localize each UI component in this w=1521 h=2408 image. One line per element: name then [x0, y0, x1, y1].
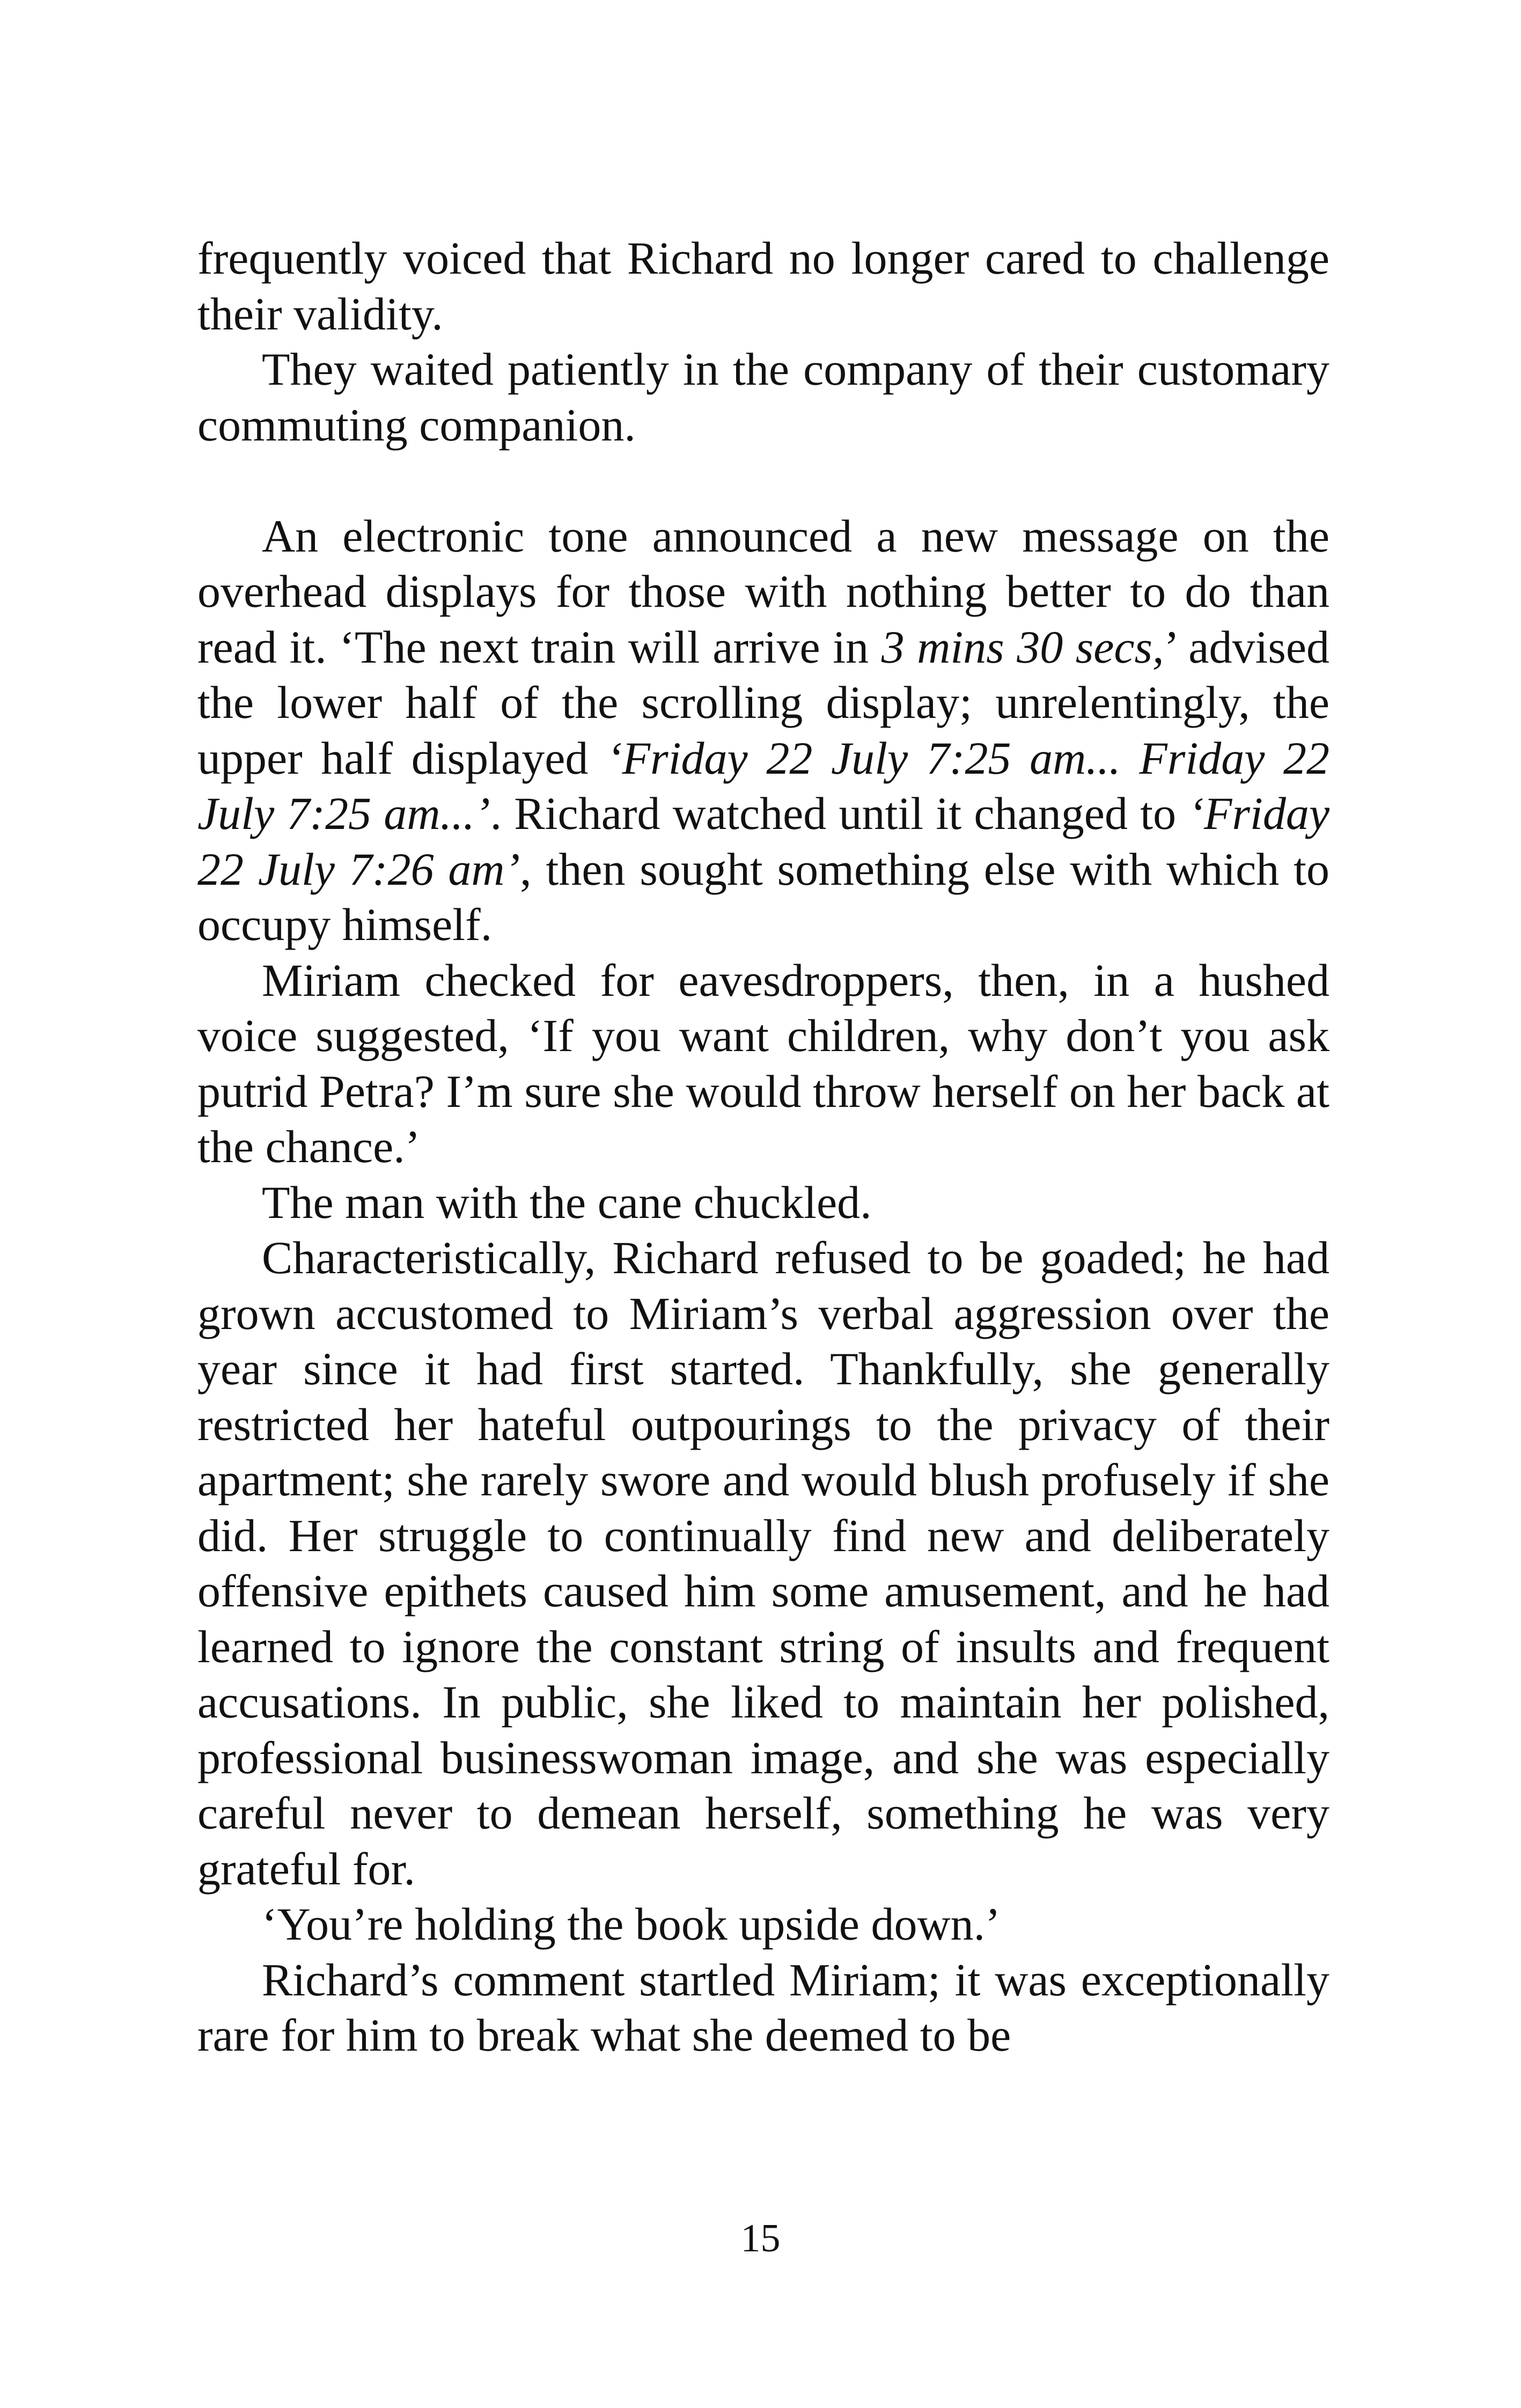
- paragraph: [197, 1952, 1329, 2064]
- paragraph: [197, 231, 1329, 342]
- paragraph: [197, 509, 1329, 953]
- paragraph: [197, 1230, 1329, 1897]
- page-number: 15: [740, 2216, 781, 2260]
- text-segment: They waited patiently in the company of their customary commuting companion.: [197, 343, 1329, 451]
- text-segment: frequently voiced that Richard no longer cared to challenge their validity.: [197, 232, 1329, 340]
- text-segment: Miriam checked for eavesdroppers, then, in a hushed voice suggested, ‘If you want children, why don’t you ask putrid Petra? I’m sure she would throw herself on her back at the chance.’: [197, 954, 1329, 1172]
- paragraph: [197, 342, 1329, 453]
- body-text: [197, 231, 1329, 2064]
- italic-segment: 3 mins 30 secs,: [881, 621, 1164, 673]
- text-segment: Richard’s comment startled Miriam; it was exceptionally rare for him to break what she deemed to be: [197, 1954, 1329, 2061]
- paragraph: [197, 1897, 1329, 1952]
- italic-segment: ‘Friday 22 July 7:25 am... Friday 22 July 7:25 am...’: [197, 732, 1330, 839]
- italic-segment: ‘Friday 22 July 7:26 am’: [197, 788, 1329, 895]
- text-segment: An electronic tone announced a new message on the overhead displays for those with nothing better to do than read it. ‘The next train will arrive in: [197, 510, 1329, 673]
- text-segment: ‘You’re holding the book upside down.’: [262, 1898, 1001, 1950]
- text-segment: , then sought something else with which to occupy himself.: [197, 843, 1330, 950]
- paragraph: [197, 953, 1329, 1175]
- text-segment: . Richard watched until it changed to: [490, 788, 1189, 839]
- text-segment: Characteristically, Richard refused to be goaded; he had grown accustomed to Miriam’s verbal aggression over the year since it had first started. Thankfully, she generally restricted her hateful outpourings to the privacy of their apartment; she rarely swore and would blush profusely if she did. Her struggle to continually find new and deliberately offensive epithets caused him some amusement, and he had learned to ignore the constant string of insults and frequent accusations. In public, she liked to maintain her polished, professional businesswoman image, and she was especially careful never to demean herself, something he was very grateful for.: [197, 1232, 1329, 1895]
- text-segment: The man with the cane chuckled.: [262, 1176, 872, 1228]
- text-segment: ’ advised the lower half of the scrolling display; unrelentingly, the upper half displayed: [197, 621, 1330, 784]
- paragraph: [197, 1175, 1329, 1231]
